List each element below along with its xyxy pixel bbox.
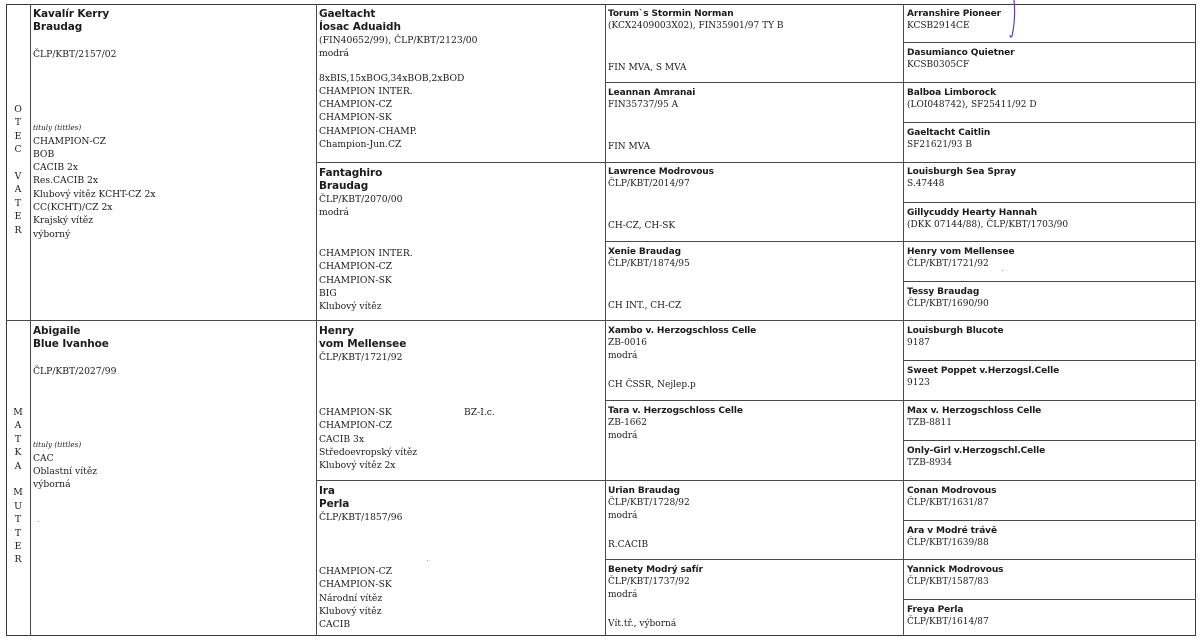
great-great-grandparent-name: Tessy Braudag (907, 287, 980, 297)
dam-side-label (11, 406, 25, 567)
great-great-grandparent-registration: S.47448 (907, 179, 945, 189)
great-great-grandparent-cell (907, 286, 1195, 322)
great-grandparent-name: Xenie Braudag (608, 247, 681, 257)
great-grandparent-info: ČLP/KBT/2014/97 (608, 179, 690, 189)
side-label-letter: M (13, 407, 23, 418)
title-line: 8xBIS,15xBOG,34xBOB,2xBOD (319, 72, 465, 84)
sire-cell (33, 8, 313, 318)
great-grandparent-cell (608, 87, 900, 162)
sire-side-label (11, 103, 25, 237)
title-line: výborná (33, 479, 71, 491)
great-great-grandparent-cell (907, 166, 1195, 202)
great-great-grandparent-cell (907, 325, 1195, 361)
title-line: Středoevropský vítěz (319, 446, 418, 458)
great-great-grandparent-cell (907, 246, 1195, 282)
great-grandparent-info: modrá (608, 431, 638, 442)
title-line: CHAMPION-SK (319, 274, 392, 286)
grandparent-cell (319, 167, 603, 319)
great-grandparent-name: Torum`s Stormin Norman (608, 9, 734, 19)
great-grandparent-name: Tara v. Herzogschloss Celle (608, 406, 743, 416)
great-great-grandparent-name: Only-Girl v.Herzogschl.Celle (907, 446, 1046, 456)
grandparent-name-line2: Braudag (319, 180, 369, 192)
title-line: CACIB 2x (33, 162, 79, 174)
great-grandparent-title: CH-CZ, CH-SK (608, 221, 676, 231)
great-grandparent-name: Lawrence Modrovous (608, 167, 714, 177)
side-label-letter: A (14, 184, 22, 196)
grandparent-cell (319, 8, 603, 160)
grandparent-titles (319, 406, 417, 472)
great-great-grandparent-cell (907, 485, 1195, 521)
side-label-letter: R (14, 224, 22, 236)
side-label-letter: R (14, 554, 22, 566)
great-great-grandparent-cell (907, 564, 1195, 600)
great-grandparent-cell (608, 564, 900, 639)
great-grandparent-name: Benety Modrý safír (608, 565, 703, 575)
title-line: CHAMPION-CZ (33, 135, 106, 147)
title-line: CC(KCHT)/CZ 2x (33, 202, 113, 214)
dam-cell (33, 325, 313, 633)
side-label-letter: E (14, 130, 22, 142)
great-grandparent-info: modrá (608, 351, 638, 362)
grandparent-name-line1: Gaeltacht (319, 8, 376, 20)
great-great-grandparent-cell (907, 127, 1195, 163)
great-grandparent-info: modrá (608, 590, 638, 601)
great-great-grandparent-cell (907, 8, 1195, 44)
great-great-grandparent-registration: ČLP/KBT/1639/88 (907, 538, 989, 548)
great-great-grandparent-name: Henry vom Mellensee (907, 247, 1015, 257)
great-great-grandparent-registration: ČLP/KBT/1721/92 (907, 259, 989, 269)
grandparent-registration: ČLP/KBT/2070/00 (319, 194, 403, 205)
title-line: CACIB 3x (319, 433, 365, 445)
breeding-classification: BZ-I.c. (464, 407, 495, 418)
great-great-grandparent-cell (907, 405, 1195, 441)
grandparent-name-line1: Henry (319, 325, 354, 337)
grandparent-cell (319, 485, 603, 635)
great-grandparent-info: ZB-1662 (608, 418, 647, 428)
great-great-grandparent-registration: ČLP/KBT/1690/90 (907, 299, 989, 309)
title-line: Klubový vítěz (319, 301, 382, 313)
sire-name-line1: Kavalír Kerry (33, 8, 110, 20)
dam-titles-list (33, 452, 313, 492)
title-line: CHAMPION-CZ (319, 99, 392, 111)
sire-titles-list (33, 135, 313, 241)
side-label-letter: A (14, 420, 22, 432)
great-great-grandparent-name: Louisburgh Blucote (907, 326, 1004, 336)
side-label-letter (11, 157, 25, 170)
grandparent-registration: ČLP/KBT/1721/92 (319, 352, 403, 363)
title-line: Oblastní vítěz (33, 465, 98, 477)
great-great-grandparent-cell (907, 87, 1195, 123)
great-great-grandparent-registration: SF21621/93 B (907, 140, 972, 150)
sire-registration: ČLP/KBT/2157/02 (33, 49, 117, 60)
great-grandparent-info: ČLP/KBT/1737/92 (608, 577, 690, 587)
grandparent-titles (319, 72, 603, 152)
grandparent-titles (319, 247, 413, 313)
title-line: CHAMPION-CZ (319, 566, 392, 577)
great-grandparent-name: Urian Braudag (608, 486, 680, 496)
side-label-letter: O (14, 104, 22, 115)
title-line: CHAMPION-CHAMP. (319, 125, 417, 137)
side-label-letter: T (14, 514, 22, 526)
great-great-grandparent-registration: KCSB2914CE (907, 21, 970, 31)
great-great-grandparent-name: Max v. Herzogschloss Celle (907, 406, 1042, 416)
grandparent-name-line2: vom Mellensee (319, 338, 407, 350)
side-label-letter: M (13, 487, 23, 499)
title-line: CHAMPION-CZ (319, 261, 392, 273)
side-label-letter: E (14, 211, 22, 223)
side-label-letter: A (14, 460, 22, 472)
great-grandparent-info: modrá (608, 511, 638, 522)
great-great-grandparent-cell (907, 47, 1195, 83)
dam-registration: ČLP/KBT/2027/99 (33, 366, 117, 377)
side-label-letter: T (14, 527, 22, 539)
title-line: Klubový vítěz (319, 605, 382, 617)
title-line: Klubový vítěz KCHT-CZ 2x (33, 188, 156, 200)
great-grandparent-title: CH INT., CH-CZ (608, 301, 682, 311)
great-great-grandparent-name: Gaeltacht Caitlin (907, 128, 991, 138)
sire-name-line2: Braudag (33, 21, 83, 33)
great-great-grandparent-cell (907, 445, 1195, 481)
grandparent-registration: (FIN40652/99), ČLP/KBT/2123/00 (319, 35, 478, 46)
title-line: CACIB (319, 619, 351, 631)
great-great-grandparent-cell (907, 525, 1195, 561)
title-line: Klubový vítěz 2x (319, 460, 396, 472)
great-great-grandparent-name: Dasumianco Quietner (907, 48, 1015, 58)
great-great-grandparent-cell (907, 604, 1195, 640)
great-great-grandparent-registration: (LOI048742), SF25411/92 D (907, 100, 1037, 110)
title-line: Krajský vítěz (33, 215, 94, 227)
great-great-grandparent-registration: KCSB0305CF (907, 60, 970, 70)
title-line: Res.CACIB 2x (33, 175, 99, 187)
great-grandparent-title: Vít.tř., výborná (608, 619, 677, 629)
side-label-letter: E (14, 541, 22, 553)
side-label-letter: T (14, 433, 22, 445)
great-great-grandparent-name: Arranshire Pioneer (907, 9, 1001, 19)
side-label-letter: V (14, 171, 22, 183)
great-great-grandparent-registration: TZB-8811 (907, 418, 952, 428)
great-great-grandparent-name: Balboa Limborock (907, 88, 997, 98)
great-great-grandparent-registration: TZB-8934 (907, 458, 952, 468)
title-line: CHAMPION-CZ (319, 420, 392, 432)
title-line: CHAMPION INTER. (319, 85, 413, 97)
great-great-grandparent-name: Yannick Modrovous (907, 565, 1004, 575)
great-great-grandparent-name: Freya Perla (907, 605, 964, 615)
grandparent-name-line1: Fantaghiro (319, 167, 383, 179)
great-grandparent-title: FIN MVA, S MVA (608, 63, 687, 73)
great-great-grandparent-registration: ČLP/KBT/1587/83 (907, 577, 989, 587)
great-grandparent-title: FIN MVA (608, 142, 651, 152)
dam-name-line1: Abigaile (33, 325, 81, 337)
great-grandparent-info: FIN35737/95 A (608, 100, 679, 110)
title-line: CHAMPION-SK (319, 579, 392, 591)
great-grandparent-cell (608, 485, 900, 560)
side-label-letter: T (14, 197, 22, 209)
great-grandparent-cell (608, 246, 900, 321)
side-label-letter: K (14, 447, 22, 459)
dam-name-line2: Blue Ivanhoe (33, 338, 109, 350)
great-grandparent-cell (608, 405, 900, 480)
great-grandparent-info: ZB-0016 (608, 338, 647, 348)
grandparent-cell (319, 325, 603, 477)
side-label-letter (11, 473, 25, 486)
grandparent-registration: ČLP/KBT/1857/96 (319, 512, 403, 523)
great-grandparent-info: ČLP/KBT/1874/95 (608, 259, 690, 269)
great-great-grandparent-registration: 9123 (907, 378, 930, 388)
great-great-grandparent-cell (907, 207, 1195, 243)
great-great-grandparent-name: Louisburgh Sea Spray (907, 167, 1016, 177)
title-line: Champion-Jun.CZ (319, 139, 402, 151)
title-line: CHAMPION-SK (319, 112, 392, 124)
grandparent-titles (319, 565, 392, 631)
great-grandparent-cell (608, 166, 900, 241)
grandparent-name-line1: Ira (319, 485, 335, 497)
sire-titles-label: tituly (tittles) (33, 123, 82, 133)
great-grandparent-info: (KCX2409003X02), FIN35901/97 TY B (608, 21, 784, 31)
great-great-grandparent-name: Ara v Modré trávě (907, 526, 997, 536)
side-label-letter: U (14, 500, 22, 512)
title-line: BIG (319, 287, 337, 299)
great-grandparent-name: Xambo v. Herzogschloss Celle (608, 326, 757, 336)
grandparent-color: modrá (319, 207, 349, 219)
dam-titles-label: tituly (tittles) (33, 440, 82, 450)
grandparent-name-line2: Íosac Aduaidh (319, 21, 401, 33)
title-line: CAC (33, 452, 54, 464)
title-line: CHAMPION INTER. (319, 248, 413, 259)
row-divider (903, 202, 1196, 203)
title-line: Národní vítěz (319, 592, 383, 604)
great-great-grandparent-registration: 9187 (907, 338, 930, 348)
side-label-letter: C (14, 144, 22, 156)
great-great-grandparent-name: Sweet Poppet v.Herzogsl.Celle (907, 366, 1060, 376)
great-great-grandparent-registration: ČLP/KBT/1631/87 (907, 498, 989, 508)
grandparent-color: modrá (319, 48, 349, 60)
grandparent-name-line2: Perla (319, 498, 350, 510)
great-grandparent-title: R.CACIB (608, 540, 649, 550)
title-line: BOB (33, 148, 55, 160)
great-grandparent-info: ČLP/KBT/1728/92 (608, 498, 690, 508)
title-line: CHAMPION-SK (319, 407, 392, 418)
side-label-letter: T (14, 117, 22, 129)
great-grandparent-title: CH ČSSR, Nejlep.p (608, 380, 696, 390)
great-great-grandparent-cell (907, 365, 1195, 401)
great-great-grandparent-name: Gillycuddy Hearty Hannah (907, 208, 1038, 218)
great-great-grandparent-registration: (DKK 07144/88), ČLP/KBT/1703/90 (907, 220, 1069, 230)
great-great-grandparent-name: Conan Modrovous (907, 486, 997, 496)
great-grandparent-name: Leannan Amranai (608, 88, 696, 98)
title-line: výborný (33, 228, 71, 240)
great-grandparent-cell (608, 8, 900, 83)
great-great-grandparent-registration: ČLP/KBT/1614/87 (907, 617, 989, 627)
great-grandparent-cell (608, 325, 900, 400)
